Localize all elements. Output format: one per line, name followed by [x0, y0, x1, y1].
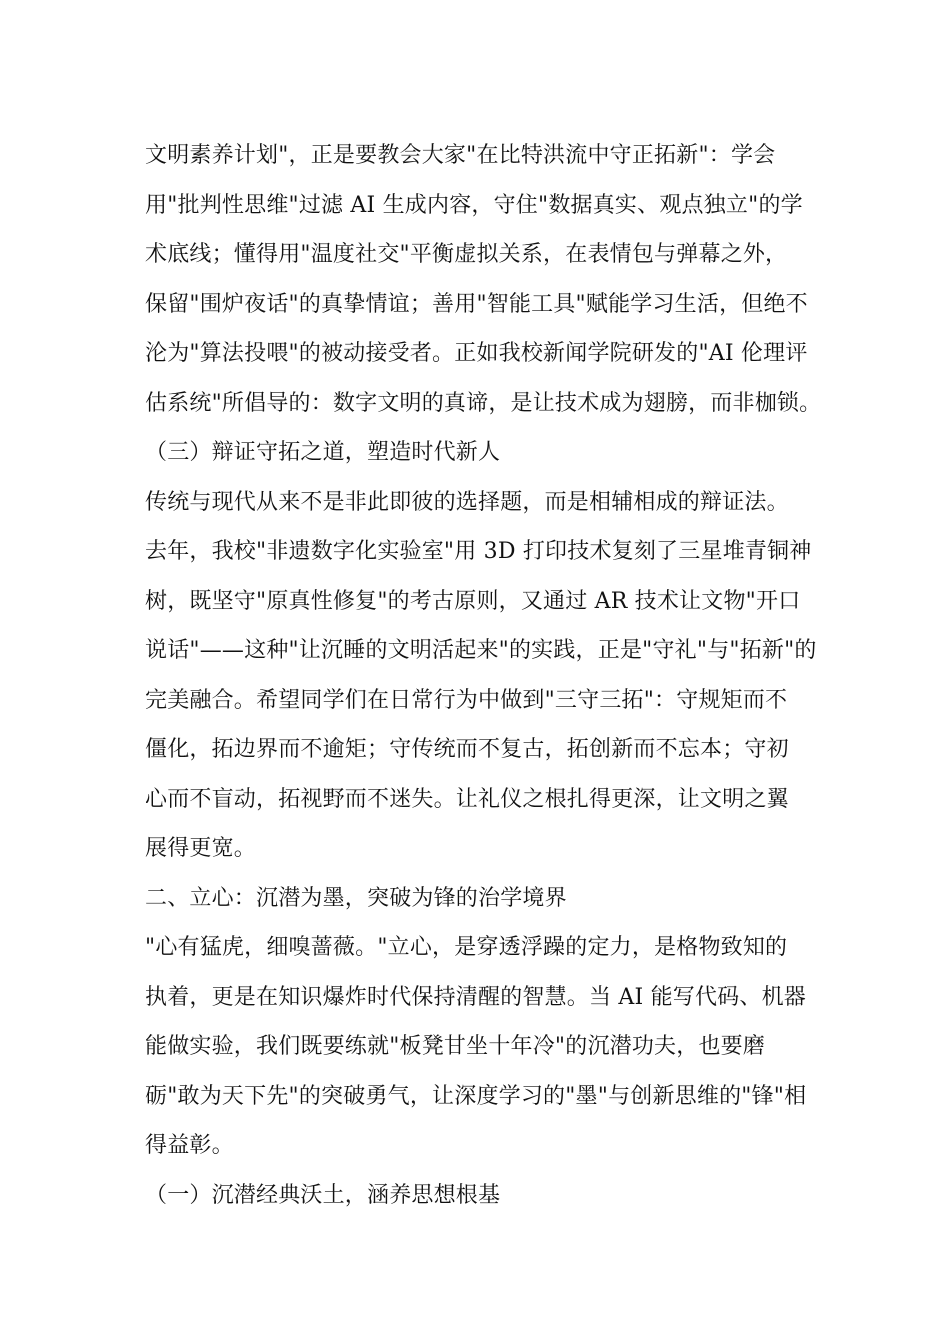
paragraph-line: 僵化，拓边界而不逾矩；守传统而不复古，拓创新而不忘本；守初 [145, 737, 789, 762]
paragraph-line: 完美融合。希望同学们在日常行为中做到"三守三拓"：守规矩而不 [145, 687, 788, 713]
paragraph-line: 传统与现代从来不是非此即彼的选择题，而是相辅相成的辩证法。 [145, 489, 789, 515]
paragraph-line: 树，既坚守"原真性修复"的考古原则，又通过 AR 技术让文物"开口 [145, 588, 801, 614]
paragraph-line: 执着，更是在知识爆炸时代保持清醒的智慧。当 AI 能写代码、机器 [145, 984, 806, 1010]
paragraph-line: 能做实验，我们既要练就"板凳甘坐十年冷"的沉潜功夫，也要磨 [145, 1034, 766, 1059]
paragraph-line: 术底线；懂得用"温度社交"平衡虚拟关系，在表情包与弹幕之外， [145, 242, 788, 267]
chapter-heading: 二、立心：沉潜为墨，突破为锋的治学境界 [145, 885, 567, 911]
paragraph-line: 用"批判性思维"过滤 AI 生成内容，守住"数据真实、观点独立"的学 [145, 192, 803, 218]
paragraph-line: 沦为"算法投喂"的被动接受者。正如我校新闻学院研发的"AI 伦理评 [145, 341, 808, 366]
paragraph-line: 说话"——这种"让沉睡的文明活起来"的实践，正是"守礼"与"拓新"的 [145, 638, 817, 663]
paragraph-line: 去年，我校"非遗数字化实验室"用 3D 打印技术复刻了三星堆青铜神 [145, 539, 812, 564]
paragraph-line: 估系统"所倡导的：数字文明的真谛，是让技术成为翅膀，而非枷锁。 [145, 390, 822, 416]
paragraph-line: 文明素养计划"，正是要教会大家"在比特洪流中守正拓新"：学会 [145, 143, 776, 168]
document-body [145, 131, 825, 1220]
paragraph-line: 得益彰。 [145, 1133, 234, 1158]
section-heading: （一）沉潜经典沃土，涵养思想根基 [145, 1182, 501, 1208]
paragraph-line: 展得更宽。 [145, 836, 257, 861]
paragraph-line: "心有猛虎，细嗅蔷薇。"立心，是穿透浮躁的定力，是格物致知的 [145, 935, 788, 960]
paragraph-line: 砺"敢为天下先"的突破勇气，让深度学习的"墨"与创新思维的"锋"相 [145, 1083, 807, 1109]
paragraph-line: 心而不盲动，拓视野而不迷失。让礼仪之根扎得更深，让文明之翼 [145, 786, 789, 812]
section-heading: （三）辩证守拓之道，塑造时代新人 [145, 440, 501, 465]
paragraph-line: 保留"围炉夜话"的真挚情谊；善用"智能工具"赋能学习生活，但绝不 [145, 291, 808, 317]
